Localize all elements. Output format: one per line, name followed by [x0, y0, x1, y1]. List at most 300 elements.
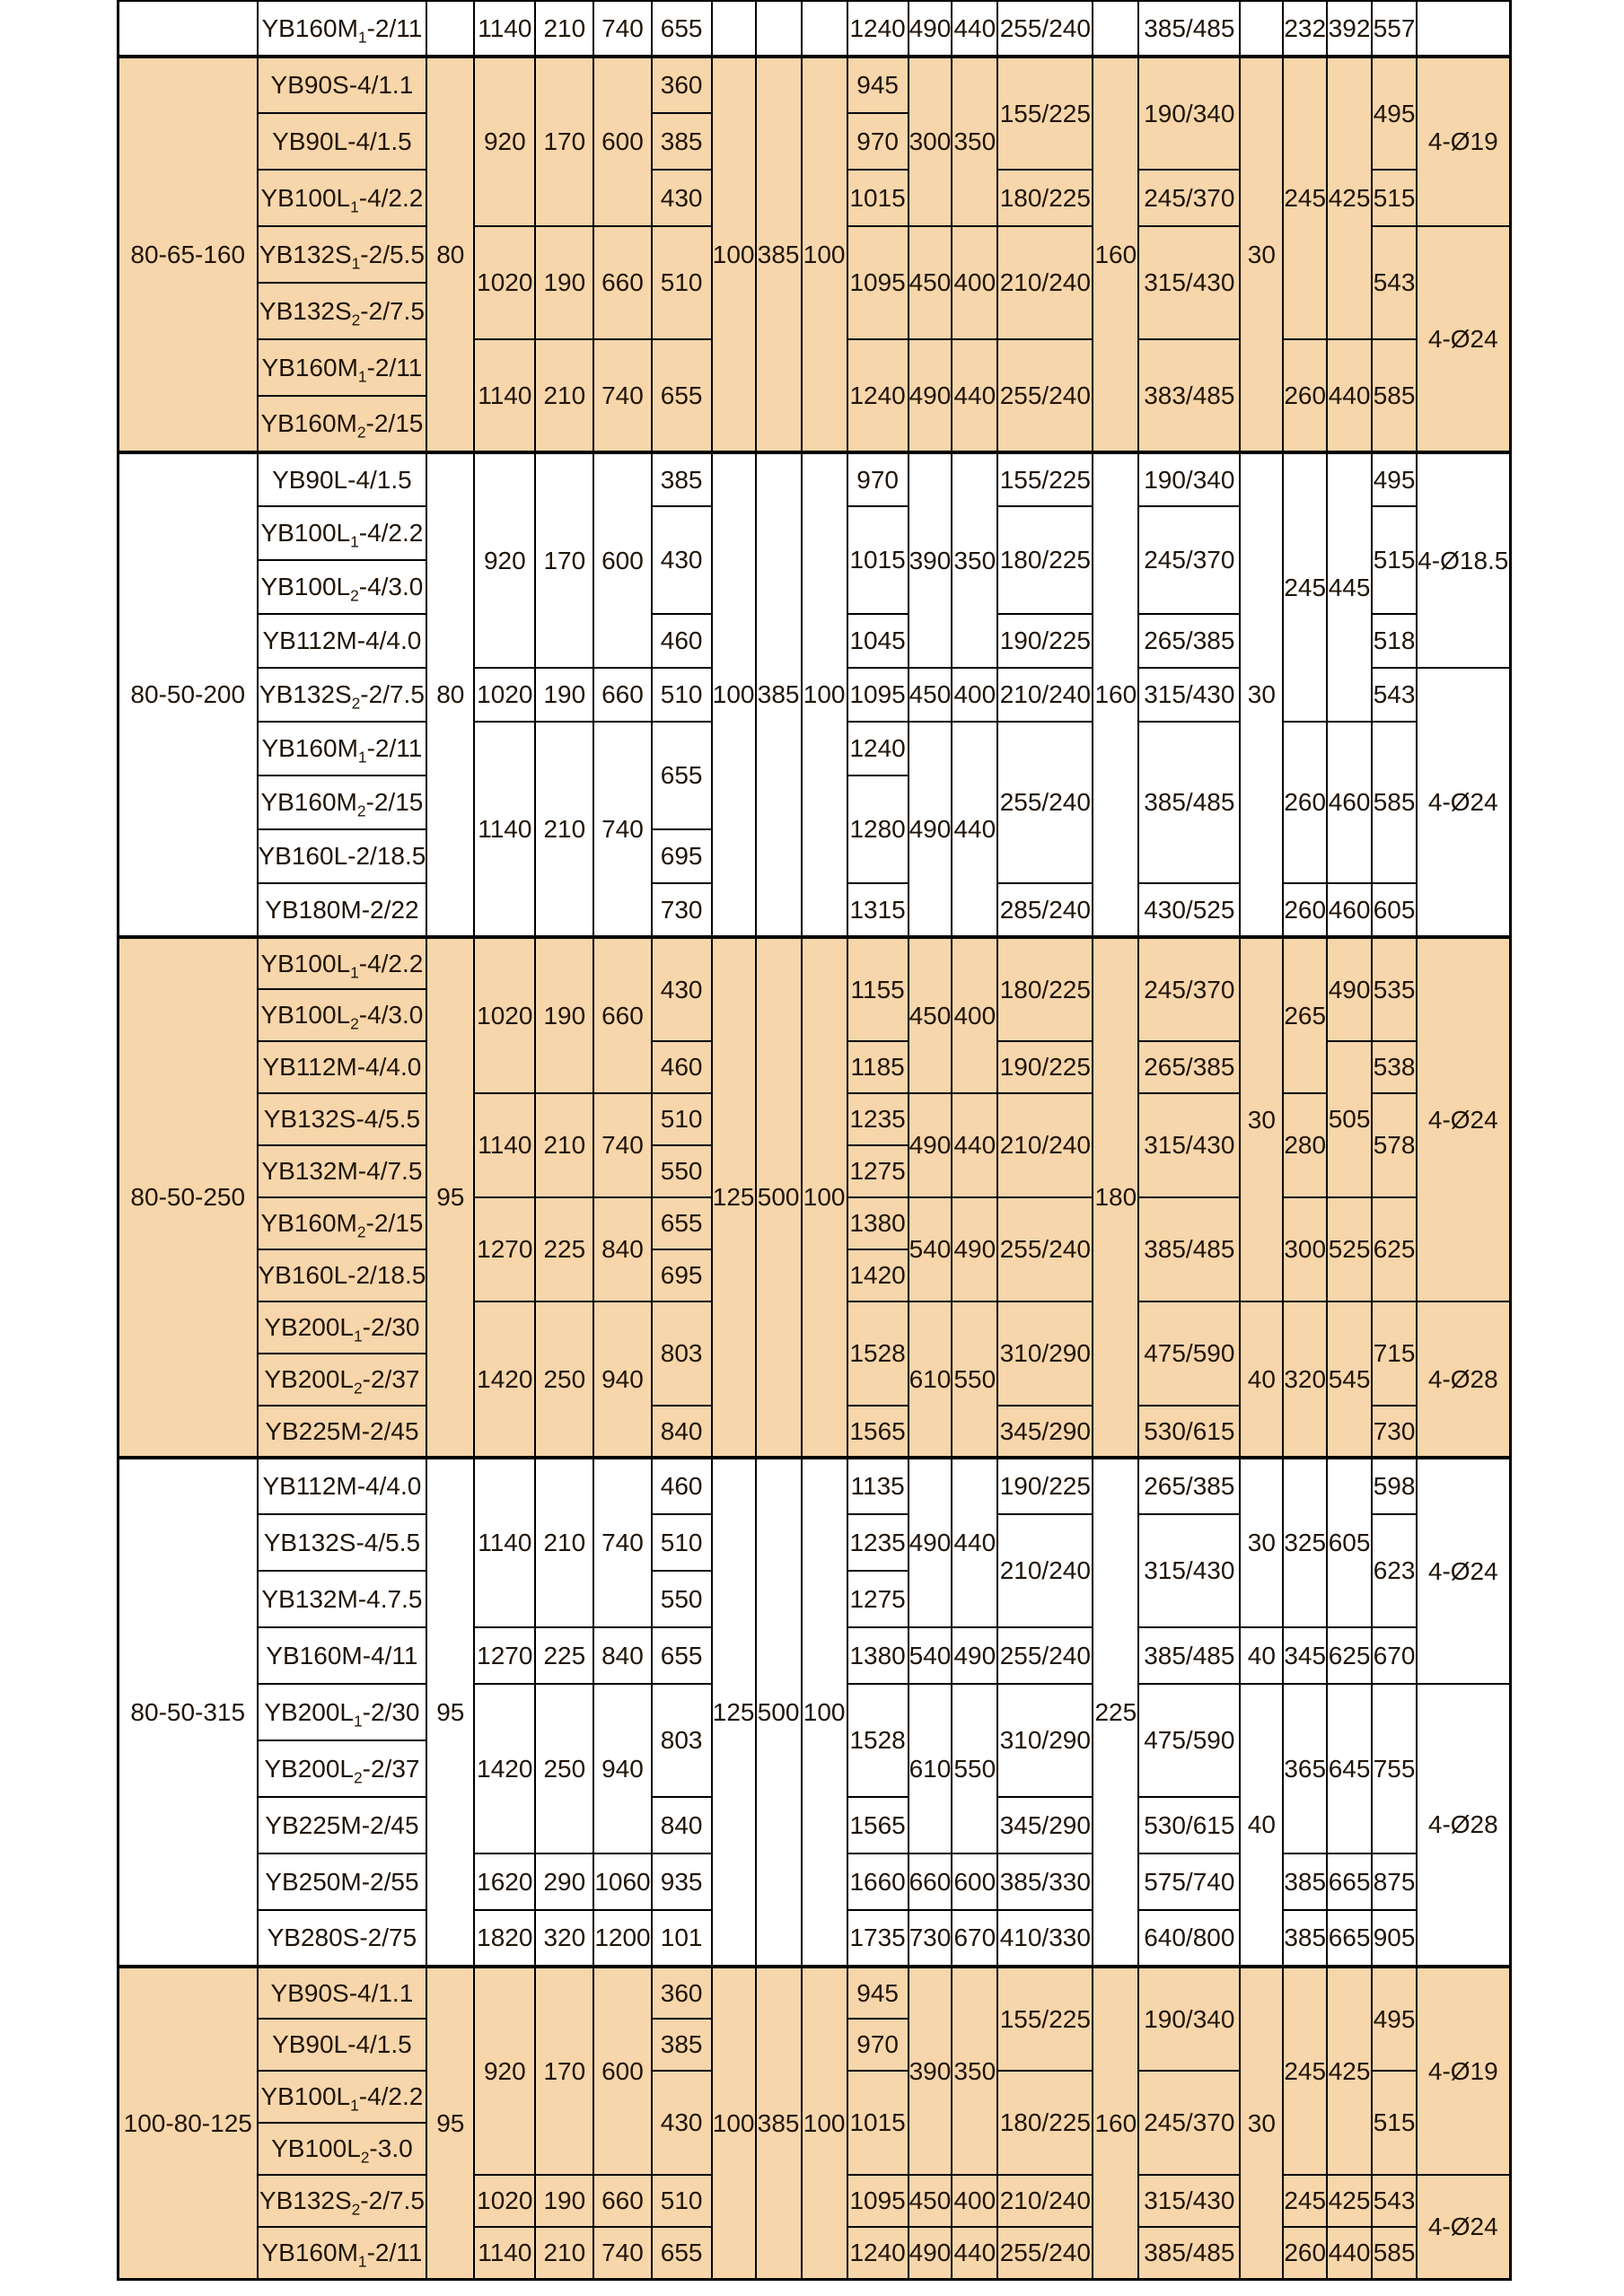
value-cell: 255/240 [997, 1, 1093, 57]
model-cell: YB112M-4/4.0 [258, 1041, 427, 1093]
value-cell: 30 [1240, 452, 1283, 937]
value-cell: 245 [1283, 452, 1327, 722]
value-cell: 730 [652, 883, 712, 937]
value-cell: 550 [952, 1301, 997, 1458]
value-cell: 390 [909, 1967, 952, 2175]
model-cell: YB90L-4/1.5 [258, 452, 427, 506]
model-cell: $YB132S_2-2/7.5$ [258, 2175, 427, 2227]
value-cell: 610 [909, 1684, 952, 1853]
value-cell: 1275 [847, 1571, 909, 1627]
value-cell: 383/485 [1138, 339, 1240, 452]
value-cell: 210 [535, 339, 593, 452]
table-row [119, 1967, 1511, 2019]
value-cell: 655 [652, 1627, 712, 1684]
value-cell: 310/290 [997, 1301, 1093, 1406]
value-cell: 190/340 [1138, 1967, 1240, 2071]
value-cell: 510 [652, 668, 712, 722]
value-cell: 160 [1093, 1967, 1138, 2279]
value-cell: 610 [909, 1301, 952, 1458]
value-cell: 1140 [474, 2227, 535, 2279]
value-cell: 430 [652, 506, 712, 614]
model-cell: $YB160M_1-2/11$ [258, 1, 427, 57]
model-cell: $YB200L_2-2/37$ [258, 1354, 427, 1406]
value-cell: 350 [952, 452, 997, 668]
value-cell: 80 [426, 452, 474, 937]
value-cell: 920 [474, 1967, 535, 2175]
value-cell: 600 [593, 1967, 651, 2175]
value-cell: 100 [802, 1458, 847, 1967]
value-cell: 640/800 [1138, 1910, 1240, 1967]
value-cell: 515 [1372, 170, 1417, 226]
value-cell: 550 [652, 1571, 712, 1627]
value-cell: 495 [1372, 452, 1417, 506]
value-cell: 730 [1372, 1406, 1417, 1458]
value-cell: 385/330 [997, 1853, 1093, 1910]
value-cell: 440 [952, 1458, 997, 1627]
value-cell: 385/485 [1138, 1197, 1240, 1301]
value-cell: 1020 [474, 937, 535, 1093]
value-cell: 30 [1240, 1458, 1283, 1627]
value-cell: 210 [535, 1093, 593, 1197]
value-cell: 1820 [474, 1910, 535, 1967]
value-cell: 450 [909, 226, 952, 339]
value-cell: 475/590 [1138, 1301, 1240, 1406]
value-cell: 660 [593, 668, 651, 722]
value-cell: 392 [1327, 1, 1372, 57]
model-cell: YB160L-2/18.5 [258, 829, 427, 883]
empty-cell [1093, 1, 1138, 57]
value-cell: 250 [535, 1301, 593, 1458]
value-cell: 905 [1372, 1910, 1417, 1967]
value-cell: 660 [909, 1853, 952, 1910]
value-cell: 180/225 [997, 506, 1093, 614]
model-cell: $YB160M_2-2/15$ [258, 396, 427, 452]
value-cell: 655 [652, 339, 712, 452]
value-cell: 100 [802, 452, 847, 937]
value-cell: 1270 [474, 1197, 535, 1301]
value-cell: 460 [652, 614, 712, 668]
value-cell: 543 [1372, 668, 1417, 722]
value-cell: 490 [909, 722, 952, 937]
value-cell: 740 [593, 1093, 651, 1197]
value-cell: 260 [1283, 339, 1327, 452]
value-cell: 400 [952, 2175, 997, 2227]
value-cell: 557 [1372, 1, 1417, 57]
value-cell: 1020 [474, 226, 535, 339]
value-cell: 95 [426, 1458, 474, 1967]
value-cell: 425 [1327, 57, 1372, 339]
value-cell: 1565 [847, 1406, 909, 1458]
value-cell: 970 [847, 2019, 909, 2071]
value-cell: 1420 [474, 1301, 535, 1458]
value-cell: 550 [652, 1145, 712, 1197]
value-cell: 1095 [847, 668, 909, 722]
value-cell: 1620 [474, 1853, 535, 1910]
value-cell: 510 [652, 1514, 712, 1571]
model-cell: $YB160M_2-2/15$ [258, 776, 427, 829]
value-cell: 490 [952, 1197, 997, 1301]
value-cell: 385/485 [1138, 722, 1240, 883]
value-cell: 250 [535, 1684, 593, 1853]
value-cell: 300 [909, 57, 952, 226]
model-cell: $YB100L_1-4/2.2$ [258, 170, 427, 226]
value-cell: 315/430 [1138, 1514, 1240, 1627]
value-cell: 125 [712, 1458, 756, 1967]
value-cell: 245/370 [1138, 2071, 1240, 2175]
value-cell: 385 [652, 452, 712, 506]
value-cell: 210/240 [997, 2175, 1093, 2227]
value-cell: 655 [652, 1, 712, 57]
model-cell: $YB160M_1-2/11$ [258, 722, 427, 776]
value-cell: 210/240 [997, 226, 1093, 339]
value-cell: 245 [1283, 2175, 1327, 2227]
value-cell: 315/430 [1138, 226, 1240, 339]
model-cell: $YB160M_1-2/11$ [258, 339, 427, 396]
value-cell: 1240 [847, 1, 909, 57]
value-cell: 740 [593, 722, 651, 937]
value-cell: 500 [756, 1458, 802, 1967]
model-cell: YB132S-4/5.5 [258, 1514, 427, 1571]
value-cell: 1140 [474, 339, 535, 452]
value-cell: 4-Ø24 [1417, 1458, 1510, 1684]
empty-cell [426, 1, 474, 57]
value-cell: 100 [802, 1967, 847, 2279]
value-cell: 280 [1283, 1093, 1327, 1197]
value-cell: 1420 [847, 1249, 909, 1301]
value-cell: 1015 [847, 170, 909, 226]
model-cell: YB180M-2/22 [258, 883, 427, 937]
value-cell: 265/385 [1138, 1458, 1240, 1514]
value-cell: 1660 [847, 1853, 909, 1910]
value-cell: 1528 [847, 1301, 909, 1406]
value-cell: 945 [847, 1967, 909, 2019]
value-cell: 940 [593, 1684, 651, 1853]
value-cell: 4-Ø19 [1417, 1967, 1510, 2175]
value-cell: 385 [1283, 1910, 1327, 1967]
value-cell: 350 [952, 1967, 997, 2175]
value-cell: 315/430 [1138, 2175, 1240, 2227]
value-cell: 385 [756, 57, 802, 452]
value-cell: 190 [535, 937, 593, 1093]
empty-cell [1240, 1, 1283, 57]
value-cell: 4-Ø24 [1417, 226, 1510, 452]
value-cell: 545 [1327, 1301, 1372, 1458]
value-cell: 1140 [474, 1093, 535, 1197]
value-cell: 190/340 [1138, 452, 1240, 506]
empty-cell [712, 1, 756, 57]
value-cell: 625 [1327, 1627, 1372, 1684]
value-cell: 225 [535, 1627, 593, 1684]
value-cell: 400 [952, 937, 997, 1093]
model-cell: YB225M-2/45 [258, 1797, 427, 1853]
value-cell: 385 [1283, 1853, 1327, 1910]
value-cell: 730 [909, 1910, 952, 1967]
value-cell: 1095 [847, 226, 909, 339]
value-cell: 740 [593, 1, 651, 57]
value-cell: 260 [1283, 883, 1327, 937]
value-cell: 430 [652, 2071, 712, 2175]
value-cell: 190/225 [997, 1041, 1093, 1093]
value-cell: 4-Ø24 [1417, 2175, 1510, 2279]
value-cell: 345 [1283, 1627, 1327, 1684]
value-cell: 515 [1372, 2071, 1417, 2175]
table-row [119, 1, 1511, 57]
value-cell: 600 [593, 452, 651, 668]
value-cell: 225 [1093, 1458, 1138, 1967]
value-cell: 1240 [847, 722, 909, 776]
value-cell: 450 [909, 2175, 952, 2227]
value-cell: 430 [652, 937, 712, 1041]
value-cell: 385/485 [1138, 1627, 1240, 1684]
value-cell: 970 [847, 452, 909, 506]
value-cell: 190 [535, 668, 593, 722]
model-cell: YB112M-4/4.0 [258, 614, 427, 668]
value-cell: 265 [1283, 937, 1327, 1093]
value-cell: 515 [1372, 506, 1417, 614]
empty-cell [802, 1, 847, 57]
table-row [119, 452, 1511, 506]
value-cell: 360 [652, 57, 712, 113]
value-cell: 543 [1372, 226, 1417, 339]
value-cell: 315/430 [1138, 668, 1240, 722]
value-cell: 390 [909, 452, 952, 668]
value-cell: 190 [535, 2175, 593, 2227]
value-cell: 385 [756, 1967, 802, 2279]
value-cell: 740 [593, 339, 651, 452]
value-cell: 385 [652, 2019, 712, 2071]
value-cell: 1140 [474, 1458, 535, 1627]
model-cell: $YB132S_2-2/7.5$ [258, 668, 427, 722]
value-cell: 585 [1372, 722, 1417, 883]
value-cell: 530/615 [1138, 1797, 1240, 1853]
value-cell: 1240 [847, 2227, 909, 2279]
value-cell: 385 [652, 113, 712, 170]
value-cell: 1565 [847, 1797, 909, 1853]
model-cell: YB280S-2/75 [258, 1910, 427, 1967]
value-cell: 1140 [474, 722, 535, 937]
value-cell: 210 [535, 1458, 593, 1627]
value-cell: 30 [1240, 937, 1283, 1301]
value-cell: 385/485 [1138, 2227, 1240, 2279]
model-cell: $YB100L_2-4/3.0$ [258, 989, 427, 1041]
value-cell: 210/240 [997, 668, 1093, 722]
value-cell: 95 [426, 1967, 474, 2279]
group-cell: 100-80-125 [119, 1967, 258, 2279]
value-cell: 1185 [847, 1041, 909, 1093]
value-cell: 623 [1372, 1514, 1417, 1627]
model-cell: $YB132S_2-2/7.5$ [258, 283, 427, 339]
value-cell: 755 [1372, 1684, 1417, 1853]
value-cell: 538 [1372, 1041, 1417, 1093]
model-cell: $YB160M_2-2/15$ [258, 1197, 427, 1249]
value-cell: 170 [535, 1967, 593, 2175]
value-cell: 440 [952, 2227, 997, 2279]
model-cell: YB160L-2/18.5 [258, 1249, 427, 1301]
value-cell: 101 [652, 1910, 712, 1967]
value-cell: 505 [1327, 1041, 1372, 1197]
value-cell: 440 [952, 1, 997, 57]
value-cell: 840 [652, 1406, 712, 1458]
value-cell: 180/225 [997, 170, 1093, 226]
value-cell: 445 [1327, 452, 1372, 722]
table-row [119, 937, 1511, 989]
value-cell: 100 [802, 937, 847, 1458]
value-cell: 180/225 [997, 2071, 1093, 2175]
value-cell: 585 [1372, 2227, 1417, 2279]
value-cell: 803 [652, 1301, 712, 1406]
value-cell: 255/240 [997, 722, 1093, 883]
value-cell: 940 [593, 1301, 651, 1458]
value-cell: 450 [909, 937, 952, 1093]
value-cell: 180/225 [997, 937, 1093, 1041]
value-cell: 1275 [847, 1145, 909, 1197]
model-cell: $YB200L_1-2/30$ [258, 1684, 427, 1740]
value-cell: 1235 [847, 1514, 909, 1571]
value-cell: 440 [1327, 339, 1372, 452]
value-cell: 310/290 [997, 1684, 1093, 1797]
value-cell: 1240 [847, 339, 909, 452]
value-cell: 100 [802, 57, 847, 452]
value-cell: 490 [909, 339, 952, 452]
model-cell: $YB160M_1-2/11$ [258, 2227, 427, 2279]
value-cell: 260 [1283, 722, 1327, 883]
value-cell: 245 [1283, 1967, 1327, 2175]
value-cell: 210 [535, 2227, 593, 2279]
value-cell: 410/330 [997, 1910, 1093, 1967]
value-cell: 170 [535, 452, 593, 668]
value-cell: 840 [593, 1627, 651, 1684]
group-cell: 80-65-160 [119, 57, 258, 452]
value-cell: 325 [1283, 1458, 1327, 1627]
value-cell: 170 [535, 57, 593, 226]
value-cell: 160 [1093, 57, 1138, 452]
value-cell: 350 [952, 57, 997, 226]
value-cell: 1528 [847, 1684, 909, 1797]
value-cell: 665 [1327, 1853, 1372, 1910]
value-cell: 540 [909, 1627, 952, 1684]
value-cell: 385 [756, 452, 802, 937]
value-cell: 440 [952, 339, 997, 452]
value-cell: 440 [1327, 2227, 1372, 2279]
value-cell: 260 [1283, 2227, 1327, 2279]
value-cell: 655 [652, 2227, 712, 2279]
value-cell: 255/240 [997, 1627, 1093, 1684]
value-cell: 100 [712, 1967, 756, 2279]
empty-cell [1417, 1, 1510, 57]
value-cell: 4-Ø19 [1417, 57, 1510, 226]
model-cell: $YB100L_2-4/3.0$ [258, 560, 427, 614]
value-cell: 245 [1283, 57, 1327, 339]
value-cell: 1200 [593, 1910, 651, 1967]
value-cell: 190/225 [997, 1458, 1093, 1514]
value-cell: 30 [1240, 57, 1283, 452]
value-cell: 920 [474, 452, 535, 668]
value-cell: 740 [593, 1458, 651, 1627]
value-cell: 210 [535, 722, 593, 937]
value-cell: 4-Ø24 [1417, 937, 1510, 1301]
value-cell: 1015 [847, 506, 909, 614]
value-cell: 425 [1327, 1967, 1372, 2175]
value-cell: 1020 [474, 668, 535, 722]
value-cell: 245/370 [1138, 170, 1240, 226]
model-cell: YB160M-4/11 [258, 1627, 427, 1684]
value-cell: 285/240 [997, 883, 1093, 937]
value-cell: 440 [952, 1093, 997, 1197]
model-cell: YB132S-4/5.5 [258, 1093, 427, 1145]
value-cell: 970 [847, 113, 909, 170]
model-cell: $YB100L_2-3.0$ [258, 2123, 427, 2175]
value-cell: 425 [1327, 2175, 1372, 2227]
value-cell: 840 [652, 1797, 712, 1853]
value-cell: 475/590 [1138, 1684, 1240, 1797]
value-cell: 1380 [847, 1627, 909, 1684]
value-cell: 1045 [847, 614, 909, 668]
value-cell: 255/240 [997, 2227, 1093, 2279]
value-cell: 180 [1093, 937, 1138, 1458]
value-cell: 400 [952, 668, 997, 722]
value-cell: 695 [652, 1249, 712, 1301]
value-cell: 80 [426, 57, 474, 452]
table-row [119, 57, 1511, 113]
value-cell: 875 [1372, 1853, 1417, 1910]
value-cell: 245/370 [1138, 506, 1240, 614]
model-cell: $YB200L_1-2/30$ [258, 1301, 427, 1354]
value-cell: 1735 [847, 1910, 909, 1967]
value-cell: 655 [652, 722, 712, 829]
value-cell: 320 [535, 1910, 593, 1967]
value-cell: 440 [952, 722, 997, 937]
value-cell: 665 [1327, 1910, 1372, 1967]
model-cell: YB132M-4.7.5 [258, 1571, 427, 1627]
value-cell: 265/385 [1138, 1041, 1240, 1093]
model-cell: $YB100L_1-4/2.2$ [258, 2071, 427, 2123]
value-cell: 600 [593, 57, 651, 226]
value-cell: 4-Ø24 [1417, 668, 1510, 937]
value-cell: 518 [1372, 614, 1417, 668]
value-cell: 155/225 [997, 452, 1093, 506]
model-cell: $YB200L_2-2/37$ [258, 1740, 427, 1797]
value-cell: 803 [652, 1684, 712, 1797]
value-cell: 600 [952, 1853, 997, 1910]
value-cell: 1020 [474, 2175, 535, 2227]
value-cell: 460 [1327, 722, 1372, 883]
value-cell: 320 [1283, 1301, 1327, 1458]
value-cell: 255/240 [997, 1197, 1093, 1301]
model-cell: YB90S-4/1.1 [258, 57, 427, 113]
group-cell [119, 1, 258, 57]
value-cell: 95 [426, 937, 474, 1458]
value-cell: 190 [535, 226, 593, 339]
model-cell: YB112M-4/4.0 [258, 1458, 427, 1514]
value-cell: 100 [712, 452, 756, 937]
value-cell: 4-Ø18.5 [1417, 452, 1510, 668]
value-cell: 490 [952, 1627, 997, 1684]
value-cell: 1140 [474, 1, 535, 57]
model-cell: YB90L-4/1.5 [258, 113, 427, 170]
value-cell: 840 [593, 1197, 651, 1301]
value-cell: 598 [1372, 1458, 1417, 1514]
value-cell: 450 [909, 668, 952, 722]
value-cell: 715 [1372, 1301, 1417, 1406]
value-cell: 225 [535, 1197, 593, 1301]
value-cell: 525 [1327, 1197, 1372, 1301]
value-cell: 245/370 [1138, 937, 1240, 1041]
value-cell: 578 [1372, 1093, 1417, 1197]
model-cell: $YB100L_1-4/2.2$ [258, 506, 427, 560]
value-cell: 40 [1240, 1301, 1283, 1458]
value-cell: 210/240 [997, 1514, 1093, 1627]
value-cell: 495 [1372, 1967, 1417, 2071]
